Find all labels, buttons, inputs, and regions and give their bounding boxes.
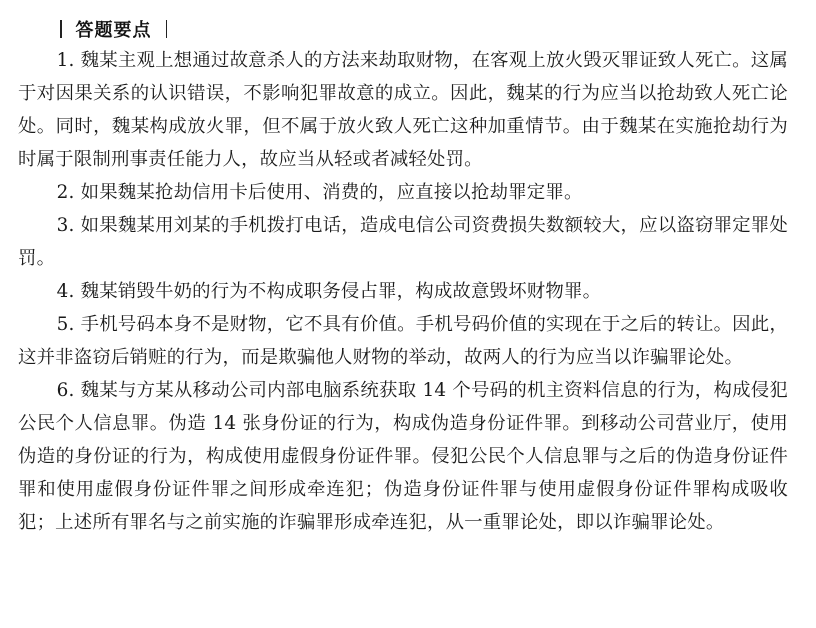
section-title: 答题要点	[75, 20, 152, 41]
answer-point-3: 3. 如果魏某用刘某的手机拨打电话，造成电信公司资费损失数额较大，应以盗窃罪定罪处罚。	[18, 215, 788, 269]
answer-point-1: 1. 魏某主观上想通过故意杀人的方法来劫取财物，在客观上放火毁灭罪证致人死亡。这属于对因果关系的认识错误，不影响犯罪故意的成立。因此，魏某的行为应当以抢劫致人死亡论处。同时，魏某构成放火罪，但不属于放火致人死亡这种加重情节。由于魏某在实施抢劫行为时属于限制刑事责任能力人，故应当从轻或者减轻处罚。	[18, 50, 788, 170]
answer-point-4: 4. 魏某销毁牛奶的行为不构成职务侵占罪，构成故意毁坏财物罪。	[56, 281, 602, 302]
answer-point-5: 5. 手机号码本身不是财物，它不具有价值。手机号码价值的实现在于之后的转让。因此，这并非盗窃后销赃的行为，而是欺骗他人财物的举动，故两人的行为应当以诈骗罪论处。	[18, 314, 788, 368]
answer-page	[18, 14, 788, 539]
header-right-bar	[166, 20, 168, 38]
answer-point-2: 2. 如果魏某抢劫信用卡后使用、消费的，应直接以抢劫罪定罪。	[56, 182, 583, 203]
section-header	[60, 14, 788, 44]
header-left-bar	[60, 20, 62, 38]
answer-point-6: 6. 魏某与方某从移动公司内部电脑系统获取 14 个号码的机主资料信息的行为，构成侵犯公民个人信息罪。伪造 14 张身份证的行为，构成伪造身份证件罪。到移动公司营业厅，使用伪造的身份证的行为，构成使用虚假身份证件罪。侵犯公民个人信息罪与之后的伪造身份证件罪和使用虚假身份证件罪之间形成牵连犯；伪造身份证件罪与使用虚假身份证件罪构成吸收犯；上述所有罪名与之前实施的诈骗罪形成牵连犯，从一重罪论处，即以诈骗罪论处。	[18, 380, 788, 533]
